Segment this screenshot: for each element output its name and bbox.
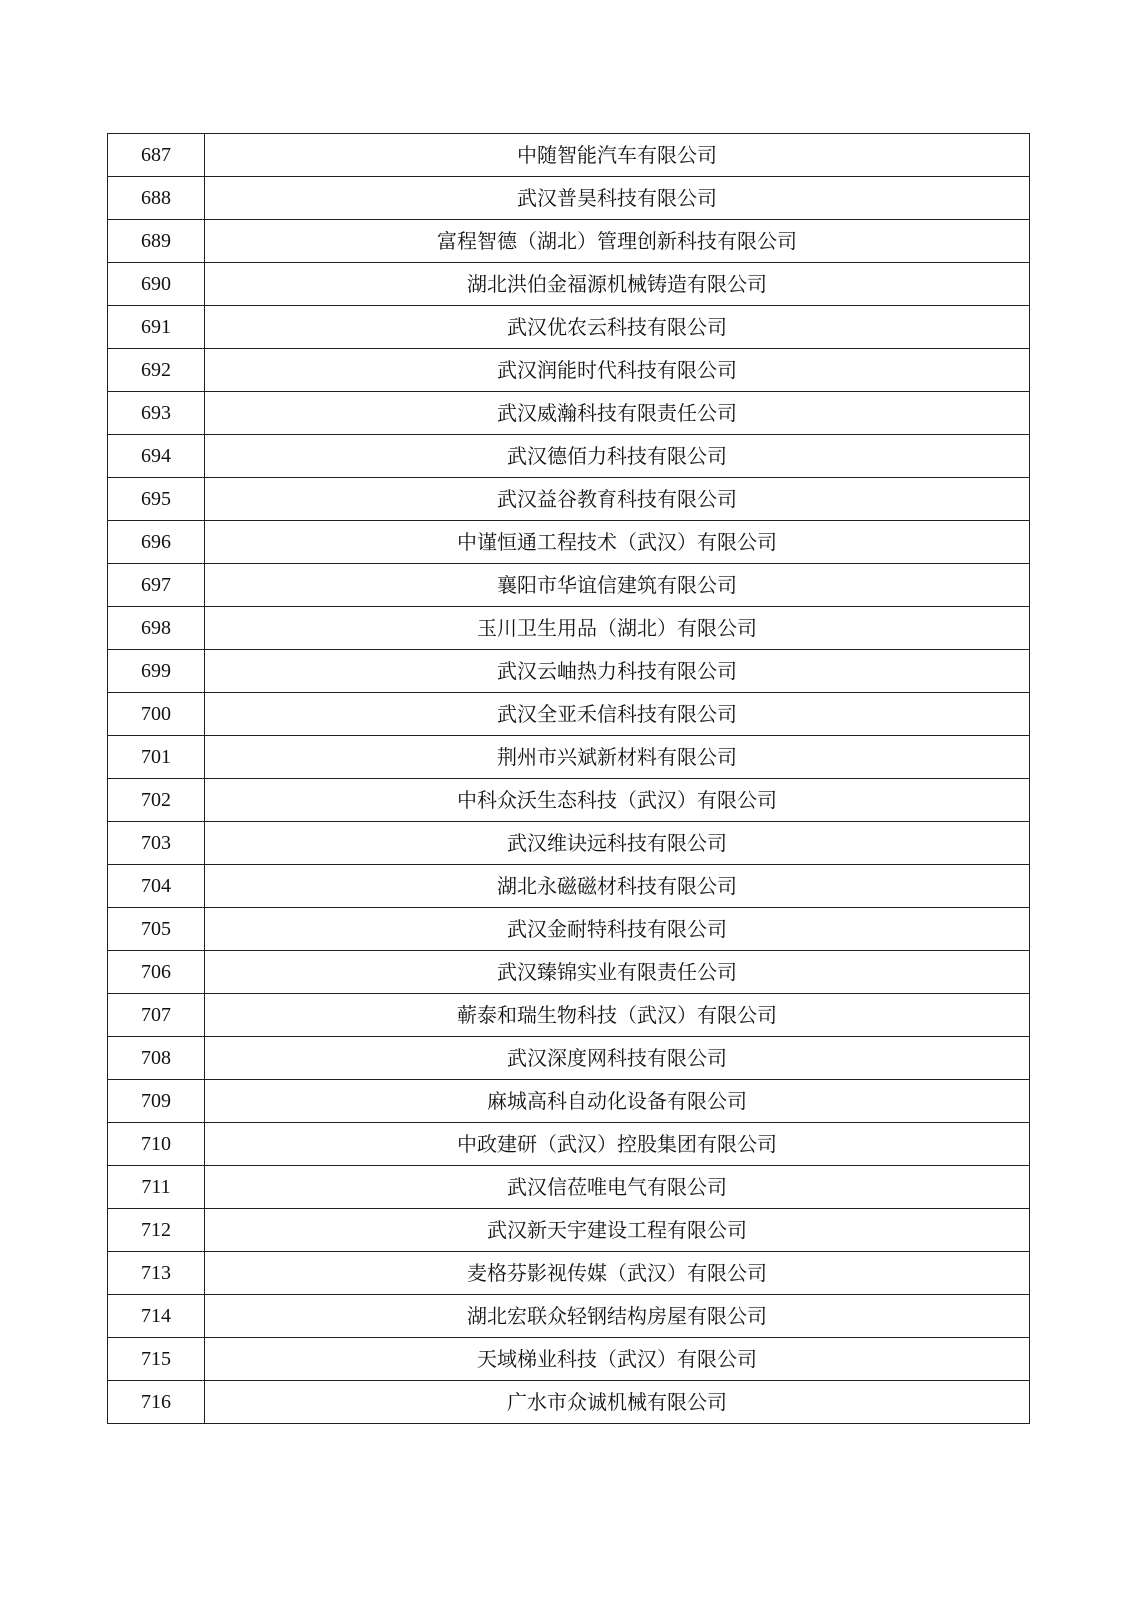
table-row — [108, 994, 1030, 1037]
table-row — [108, 1295, 1030, 1338]
row-number: 689 — [108, 220, 205, 263]
row-number: 714 — [108, 1295, 205, 1338]
company-name: 天域梯业科技（武汉）有限公司 — [205, 1338, 1030, 1381]
table-row — [108, 263, 1030, 306]
table-row — [108, 736, 1030, 779]
row-number: 709 — [108, 1080, 205, 1123]
table-row — [108, 1381, 1030, 1424]
row-number: 707 — [108, 994, 205, 1037]
table-row — [108, 478, 1030, 521]
company-name: 富程智德（湖北）管理创新科技有限公司 — [205, 220, 1030, 263]
table-row — [108, 1123, 1030, 1166]
row-number: 690 — [108, 263, 205, 306]
company-name: 武汉臻锦实业有限责任公司 — [205, 951, 1030, 994]
row-number: 710 — [108, 1123, 205, 1166]
company-name: 武汉普昊科技有限公司 — [205, 177, 1030, 220]
table-row — [108, 177, 1030, 220]
company-name: 武汉益谷教育科技有限公司 — [205, 478, 1030, 521]
company-name: 麦格芬影视传媒（武汉）有限公司 — [205, 1252, 1030, 1295]
table-row — [108, 693, 1030, 736]
table-row — [108, 220, 1030, 263]
table-row — [108, 1252, 1030, 1295]
company-name: 武汉深度网科技有限公司 — [205, 1037, 1030, 1080]
row-number: 696 — [108, 521, 205, 564]
row-number: 713 — [108, 1252, 205, 1295]
row-number: 687 — [108, 134, 205, 177]
table-row — [108, 1037, 1030, 1080]
table-row — [108, 564, 1030, 607]
company-name: 武汉云岫热力科技有限公司 — [205, 650, 1030, 693]
row-number: 711 — [108, 1166, 205, 1209]
table-row — [108, 951, 1030, 994]
table-row — [108, 822, 1030, 865]
row-number: 697 — [108, 564, 205, 607]
company-name: 麻城高科自动化设备有限公司 — [205, 1080, 1030, 1123]
table-row — [108, 908, 1030, 951]
company-name: 湖北洪伯金福源机械铸造有限公司 — [205, 263, 1030, 306]
table-row — [108, 392, 1030, 435]
company-name: 武汉新天宇建设工程有限公司 — [205, 1209, 1030, 1252]
company-name: 荆州市兴斌新材料有限公司 — [205, 736, 1030, 779]
company-name: 蕲泰和瑞生物科技（武汉）有限公司 — [205, 994, 1030, 1037]
row-number: 693 — [108, 392, 205, 435]
company-name: 武汉金耐特科技有限公司 — [205, 908, 1030, 951]
table-row — [108, 1166, 1030, 1209]
table-row — [108, 521, 1030, 564]
row-number: 692 — [108, 349, 205, 392]
row-number: 694 — [108, 435, 205, 478]
row-number: 688 — [108, 177, 205, 220]
table-row — [108, 349, 1030, 392]
row-number: 716 — [108, 1381, 205, 1424]
row-number: 705 — [108, 908, 205, 951]
company-name: 武汉德佰力科技有限公司 — [205, 435, 1030, 478]
row-number: 704 — [108, 865, 205, 908]
row-number: 702 — [108, 779, 205, 822]
row-number: 706 — [108, 951, 205, 994]
company-name: 玉川卫生用品（湖北）有限公司 — [205, 607, 1030, 650]
row-number: 698 — [108, 607, 205, 650]
table-row — [108, 134, 1030, 177]
table-row — [108, 607, 1030, 650]
company-name: 中政建研（武汉）控股集团有限公司 — [205, 1123, 1030, 1166]
row-number: 712 — [108, 1209, 205, 1252]
company-name: 中随智能汽车有限公司 — [205, 134, 1030, 177]
table-row — [108, 1338, 1030, 1381]
company-name: 广水市众诚机械有限公司 — [205, 1381, 1030, 1424]
company-name: 武汉优农云科技有限公司 — [205, 306, 1030, 349]
row-number: 691 — [108, 306, 205, 349]
company-name: 襄阳市华谊信建筑有限公司 — [205, 564, 1030, 607]
company-name: 武汉威瀚科技有限责任公司 — [205, 392, 1030, 435]
row-number: 699 — [108, 650, 205, 693]
table-row — [108, 865, 1030, 908]
company-name: 武汉信莅唯电气有限公司 — [205, 1166, 1030, 1209]
company-name: 中科众沃生态科技（武汉）有限公司 — [205, 779, 1030, 822]
company-name: 武汉维诀远科技有限公司 — [205, 822, 1030, 865]
table-row — [108, 306, 1030, 349]
table-row — [108, 779, 1030, 822]
table-row — [108, 435, 1030, 478]
company-list-body — [108, 134, 1030, 1424]
row-number: 708 — [108, 1037, 205, 1080]
row-number: 715 — [108, 1338, 205, 1381]
company-name: 中谨恒通工程技术（武汉）有限公司 — [205, 521, 1030, 564]
table-row — [108, 1209, 1030, 1252]
row-number: 701 — [108, 736, 205, 779]
table-row — [108, 1080, 1030, 1123]
table-row — [108, 650, 1030, 693]
company-name: 湖北永磁磁材科技有限公司 — [205, 865, 1030, 908]
company-name: 湖北宏联众轻钢结构房屋有限公司 — [205, 1295, 1030, 1338]
row-number: 700 — [108, 693, 205, 736]
company-name: 武汉全亚禾信科技有限公司 — [205, 693, 1030, 736]
row-number: 695 — [108, 478, 205, 521]
row-number: 703 — [108, 822, 205, 865]
company-list-table — [107, 133, 1030, 1424]
company-name: 武汉润能时代科技有限公司 — [205, 349, 1030, 392]
